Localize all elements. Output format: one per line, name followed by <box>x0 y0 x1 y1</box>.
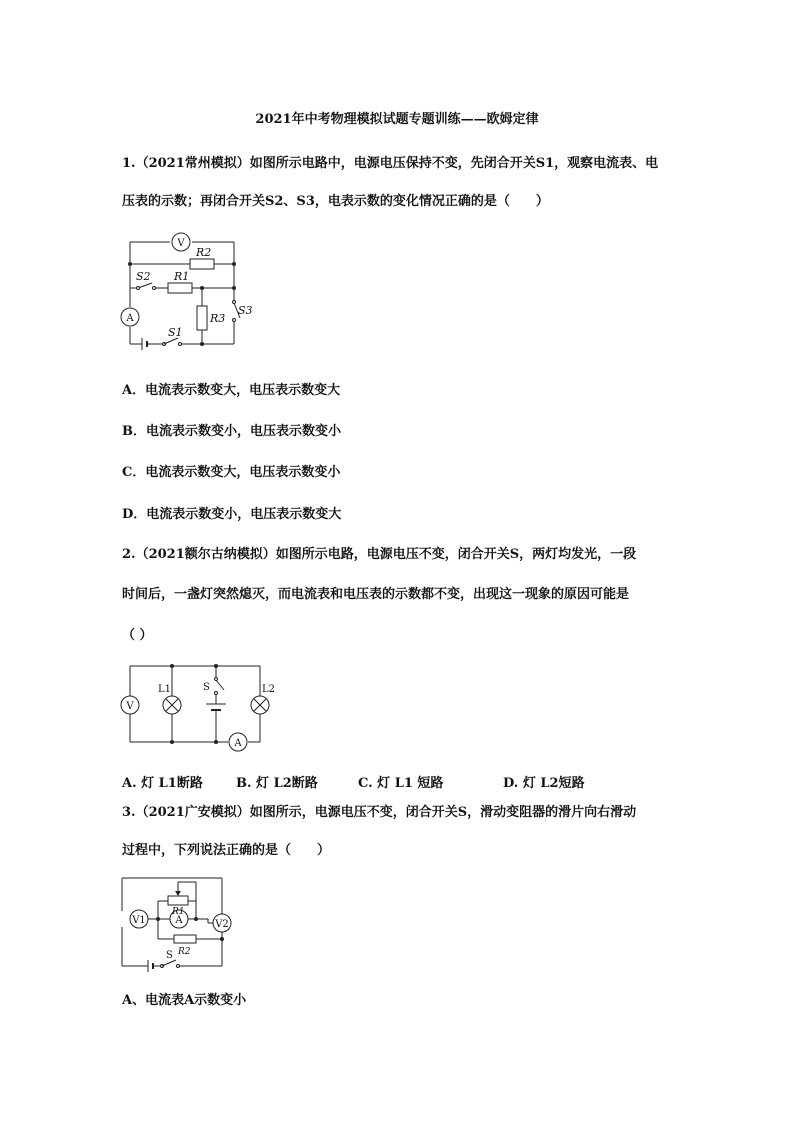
q1-voltmeter-label: V <box>177 238 185 249</box>
q3-r1-rheostat <box>168 896 188 905</box>
q1-r3-resistor <box>197 306 207 330</box>
q3-v1-label: V1 <box>132 915 146 926</box>
q3-r2-label: R2 <box>178 947 191 957</box>
q3-r1-label: R1 <box>172 907 185 917</box>
q2-stem-line3: （ ） <box>122 628 153 643</box>
q1-r1-label: R1 <box>174 270 190 283</box>
q1-s2-switch <box>138 283 152 288</box>
q1-option-c: C．电流表示数变大，电压表示数变小 <box>122 465 341 480</box>
q2-option-d: D. 灯 L2短路 <box>503 776 585 791</box>
q2-ammeter-label: A <box>234 738 242 749</box>
q3-stem-line2: 过程中，下列说法正确的是（ ） <box>122 843 331 858</box>
q3-option-a: A、电流表A示数变小 <box>122 993 247 1008</box>
q2-s-switch <box>216 680 224 690</box>
q2-s-label: S <box>203 682 210 693</box>
q1-r2-resistor <box>190 259 214 269</box>
q1-circuit-diagram <box>118 230 253 360</box>
q1-ammeter-label: A <box>126 313 134 324</box>
q2-circuit-diagram <box>118 660 276 750</box>
q1-option-d: D．电流表示数变小，电压表示数变大 <box>122 507 342 522</box>
q1-option-b: B．电流表示数变小，电压表示数变小 <box>122 424 341 439</box>
q3-v2-label: V2 <box>215 919 229 930</box>
q1-stem-line1: 1.（2021常州模拟）如图所示电路中，电源电压保持不变，先闭合开关S1，观察电流表、电 <box>122 156 659 171</box>
q2-option-b: B. 灯 L2断路 <box>236 776 318 791</box>
q1-option-a: A．电流表示数变大，电压表示数变大 <box>122 383 341 398</box>
q3-r2-resistor <box>174 935 196 943</box>
q1-r1-resistor <box>168 283 192 293</box>
q1-s3-label: S3 <box>238 304 253 317</box>
page-title: 2021年中考物理模拟试题专题训练——欧姆定律 <box>255 112 539 127</box>
q1-stem-line2: 压表的示数；再闭合开关S2、S3，电表示数的变化情况正确的是（ ） <box>122 194 549 209</box>
q3-circuit-diagram <box>118 874 243 974</box>
q1-r3-label: R3 <box>210 312 226 325</box>
q3-ammeter-label: A <box>175 915 183 926</box>
q3-s-label: S <box>166 950 173 961</box>
q2-voltmeter-label: V <box>126 701 134 712</box>
q2-option-c: C. 灯 L1 短路 <box>358 776 444 791</box>
q2-l1-label: L1 <box>158 684 172 695</box>
q1-r2-label: R2 <box>196 246 212 259</box>
q1-s1-label: S1 <box>168 326 183 339</box>
q2-stem-line1: 2.（2021额尔古纳模拟）如图所示电路，电源电压不变，闭合开关S，两灯均发光，一段 <box>122 547 637 562</box>
q2-l2-label: L2 <box>262 684 276 695</box>
q1-s2-label: S2 <box>136 270 151 283</box>
q3-stem-line1: 3.（2021广安模拟）如图所示，电源电压不变，闭合开关S，滑动变阻器的滑片向右滑动 <box>122 805 637 820</box>
q2-option-a: A. 灯 L1断路 <box>122 776 203 791</box>
q2-stem-line2: 时间后，一盏灯突然熄灭，而电流表和电压表的示数都不变，出现这一现象的原因可能是 <box>122 587 630 602</box>
